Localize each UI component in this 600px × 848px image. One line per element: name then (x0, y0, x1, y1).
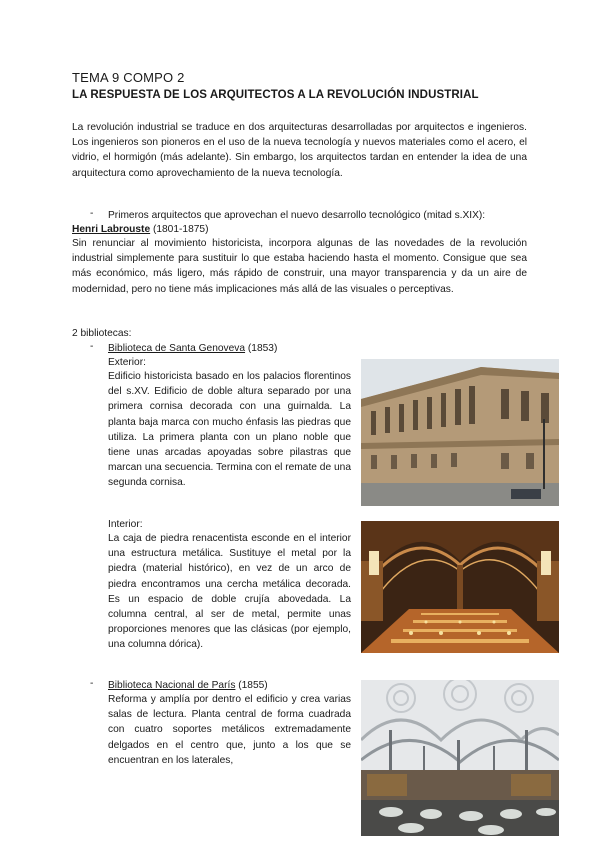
nacional-text: Reforma y amplía por dentro el edificio y crea varias salas de lectura. Planta central de forma cuadrada con cuatro soportes metálicos extremadamente delgados en el centro que, junto a los que se encuentran en los laterales, (108, 694, 351, 766)
exterior-label: Exterior: (108, 357, 146, 368)
nacional-year: (1855) (235, 680, 268, 691)
bullet-dash: - (90, 678, 94, 689)
interior-label: Interior: (108, 519, 143, 530)
genoveva-title: Biblioteca de Santa Genoveva (108, 343, 246, 354)
genoveva-exterior-photo (361, 359, 559, 506)
nacional-interior-photo (361, 680, 559, 836)
bullet-dash: - (90, 208, 94, 219)
section-title: LA RESPUESTA DE LOS ARQUITECTOS A LA REVOLUCIÓN INDUSTRIAL (72, 89, 479, 101)
genoveva-heading (108, 341, 277, 356)
genoveva-interior-photo (361, 521, 559, 653)
course-title: TEMA 9 COMPO 2 (72, 70, 185, 85)
interior-text: La caja de piedra renacentista esconde en el interior una estructura metálica. Sustituye el metal por la piedra (material histórico), en vez de un arco de piedra encontramos una cercha metálica decorada. Es un espacio de doble crujía abovedada. La columna central, al ser de metal, permite unas proporciones menores que las clásicas (por ejemplo, una columna dórica). (108, 533, 351, 651)
genoveva-year: (1853) (245, 343, 278, 354)
exterior-text: Edificio historicista basado en los palacios florentinos del s.XV. Edificio de doble altura separado por una primera cornisa decorada con una guirnalda. La planta baja marca con mucho énfasis las piedras que utiliza. La primera planta con un plano noble que tiene unas arcadas apoyadas sobre pilastras que marcan una secuencia. Termina con el remate de una segunda cornisa. (108, 371, 351, 489)
architect-heading (72, 222, 208, 237)
architect-dates: (1801-1875) (150, 224, 209, 235)
nacional-title: Biblioteca Nacional de París (108, 680, 236, 691)
intro-paragraph: La revolución industrial se traduce en dos arquitecturas desarrolladas por arquitectos e ingenieros. Los ingenieros son pioneros en el uso de la nueva tecnología y nuevos materiales como el acero, el vidrio, el hormigón (más adelante). Sin embargo, los arquitectos tardan en entender la idea de una arquitectura como aprovechamiento de la nueva tecnología. (72, 122, 527, 179)
architect-description: Sin renunciar al movimiento historicista, incorpora algunas de las novedades de la revolución industrial simplemente para sustituir lo que estaba haciendo hasta el momento. Consigue que sea más económico, más ligero, más rápido de construir, una mayor transparencia y da un aire de modernidad, pero no tiene más implicaciones más allá de las visuales o perceptivas. (72, 238, 527, 295)
architect-name: Henri Labrouste (72, 224, 151, 235)
bullet-text: Primeros arquitectos que aprovechan el nuevo desarrollo tecnológico (mitad s.XIX): (108, 210, 486, 221)
nacional-heading (108, 678, 268, 693)
libraries-heading: 2 bibliotecas: (72, 328, 132, 339)
bullet-dash: - (90, 341, 94, 352)
